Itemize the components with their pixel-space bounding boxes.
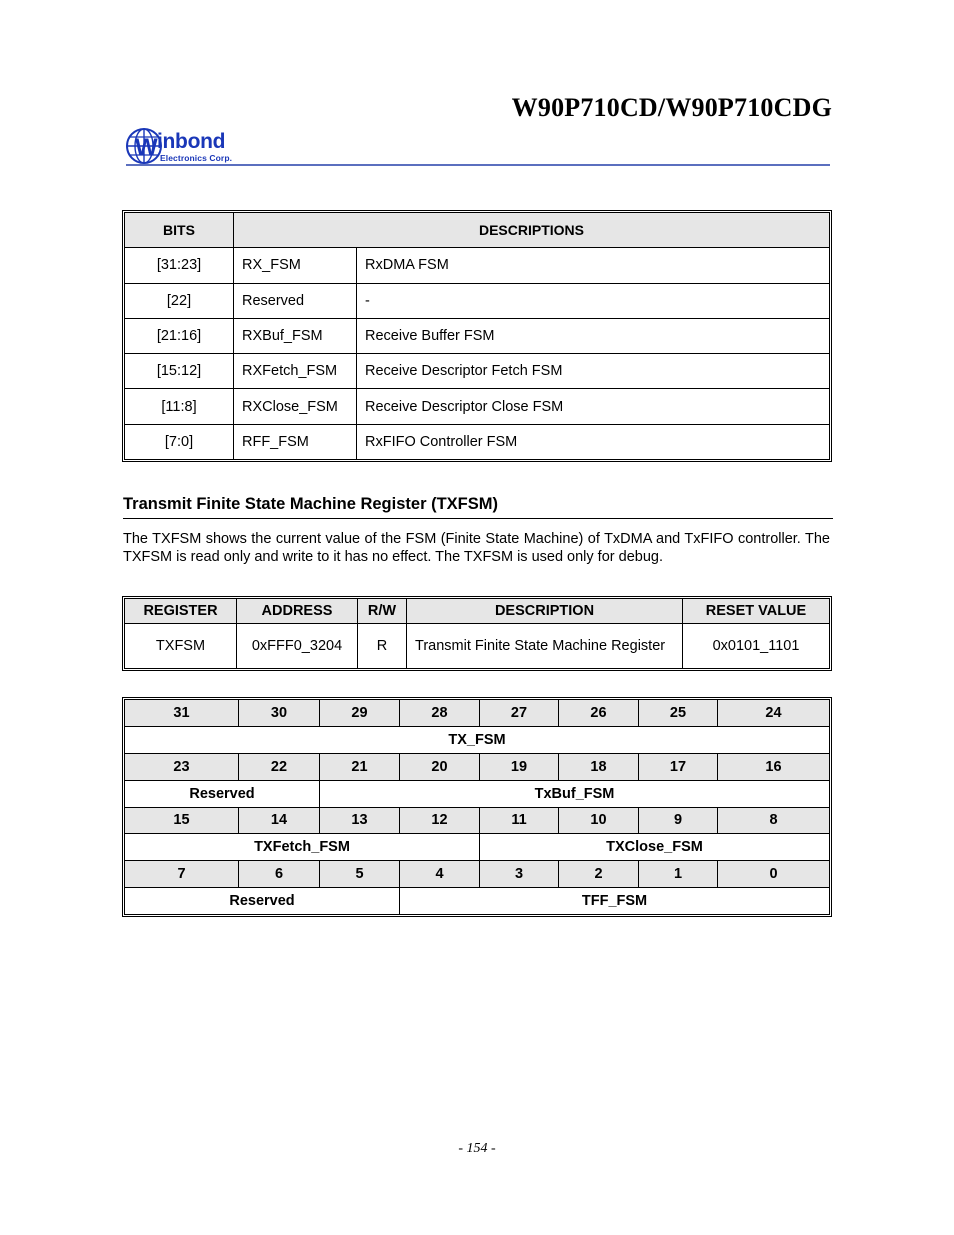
description-cell: RxDMA FSM [357, 248, 830, 283]
logo-wordmark: inbond [157, 130, 226, 153]
field-row [125, 834, 830, 861]
reset-value-cell: 0x0101_1101 [683, 624, 830, 669]
address-cell: 0xFFF0_3204 [237, 624, 358, 669]
field-name-cell: RFF_FSM [234, 424, 357, 459]
bits-cell: [21:16] [125, 318, 234, 353]
bits-cell: [7:0] [125, 424, 234, 459]
bit-number: 13 [320, 807, 400, 834]
bit-description-table [122, 210, 832, 462]
reset-value-header: RESET VALUE [683, 599, 830, 624]
section-heading: Transmit Finite State Machine Register (TXFSM) [123, 495, 498, 513]
table-row [125, 354, 830, 389]
document-title: W90P710CD/W90P710CDG [511, 93, 832, 122]
bit-number-row [125, 700, 830, 727]
bit-number: 26 [559, 700, 639, 727]
field-row [125, 780, 830, 807]
description-cell: Transmit Finite State Machine Register [407, 624, 683, 669]
bit-number: 23 [125, 753, 239, 780]
bits-header: BITS [125, 213, 234, 248]
description-cell: - [357, 283, 830, 318]
bit-number-row [125, 861, 830, 888]
svg-text:W: W [135, 134, 158, 161]
bit-number: 4 [400, 861, 480, 888]
bit-number: 12 [400, 807, 480, 834]
field-name: Reserved [125, 780, 320, 807]
bit-number: 15 [125, 807, 239, 834]
bit-number: 11 [480, 807, 559, 834]
bit-number: 8 [718, 807, 830, 834]
bit-number: 21 [320, 753, 400, 780]
field-name: TxBuf_FSM [320, 780, 830, 807]
bit-number: 6 [239, 861, 320, 888]
field-name-cell: Reserved [234, 283, 357, 318]
table-row [125, 424, 830, 459]
winbond-logo [126, 125, 256, 167]
bit-number: 25 [639, 700, 718, 727]
bit-number: 0 [718, 861, 830, 888]
section-intro-paragraph: The TXFSM shows the current value of the FSM (Finite State Machine) of TxDMA and TxFIFO controller. The TXFSM is read only and write to it has no effect. The TXFSM is used only for debug. [123, 531, 830, 565]
field-name-cell: RXClose_FSM [234, 389, 357, 424]
rw-cell: R [358, 624, 407, 669]
descriptions-header: DESCRIPTIONS [234, 213, 830, 248]
bits-cell: [11:8] [125, 389, 234, 424]
bit-number: 29 [320, 700, 400, 727]
logo-subtitle: Electronics Corp. [160, 153, 233, 163]
bit-number: 3 [480, 861, 559, 888]
header-divider [126, 164, 830, 166]
table-row [125, 248, 830, 283]
description-cell: RxFIFO Controller FSM [357, 424, 830, 459]
bits-cell: [31:23] [125, 248, 234, 283]
field-name: TFF_FSM [400, 888, 830, 915]
bit-number: 27 [480, 700, 559, 727]
table-row [125, 318, 830, 353]
bit-number: 14 [239, 807, 320, 834]
bit-number: 24 [718, 700, 830, 727]
bit-number-row [125, 807, 830, 834]
table-row [125, 389, 830, 424]
register-table [122, 596, 832, 671]
field-row [125, 726, 830, 753]
bits-cell: [15:12] [125, 354, 234, 389]
bit-number-row [125, 753, 830, 780]
bit-number: 2 [559, 861, 639, 888]
bit-number: 9 [639, 807, 718, 834]
register-name-cell: TXFSM [125, 624, 237, 669]
description-cell: Receive Buffer FSM [357, 318, 830, 353]
table-row [125, 624, 830, 669]
bits-cell: [22] [125, 283, 234, 318]
field-row [125, 888, 830, 915]
register-header: REGISTER [125, 599, 237, 624]
bit-number: 17 [639, 753, 718, 780]
table-row [125, 283, 830, 318]
bit-number: 5 [320, 861, 400, 888]
field-name: TXFetch_FSM [125, 834, 480, 861]
bit-number: 10 [559, 807, 639, 834]
rw-header: R/W [358, 599, 407, 624]
bit-number: 19 [480, 753, 559, 780]
bit-number: 31 [125, 700, 239, 727]
bit-number: 7 [125, 861, 239, 888]
bit-number: 16 [718, 753, 830, 780]
field-name-cell: RXFetch_FSM [234, 354, 357, 389]
field-name-cell: RXBuf_FSM [234, 318, 357, 353]
address-header: ADDRESS [237, 599, 358, 624]
bit-field-table [122, 697, 832, 917]
field-name-cell: RX_FSM [234, 248, 357, 283]
description-cell: Receive Descriptor Close FSM [357, 389, 830, 424]
bit-number: 22 [239, 753, 320, 780]
bit-number: 18 [559, 753, 639, 780]
bit-number: 28 [400, 700, 480, 727]
bit-number: 30 [239, 700, 320, 727]
field-name: Reserved [125, 888, 400, 915]
description-header: DESCRIPTION [407, 599, 683, 624]
field-name: TXClose_FSM [480, 834, 830, 861]
page-number: - 154 - [458, 1141, 496, 1156]
bit-number: 20 [400, 753, 480, 780]
section-divider [123, 518, 833, 519]
bit-number: 1 [639, 861, 718, 888]
description-cell: Receive Descriptor Fetch FSM [357, 354, 830, 389]
field-name: TX_FSM [125, 726, 830, 753]
